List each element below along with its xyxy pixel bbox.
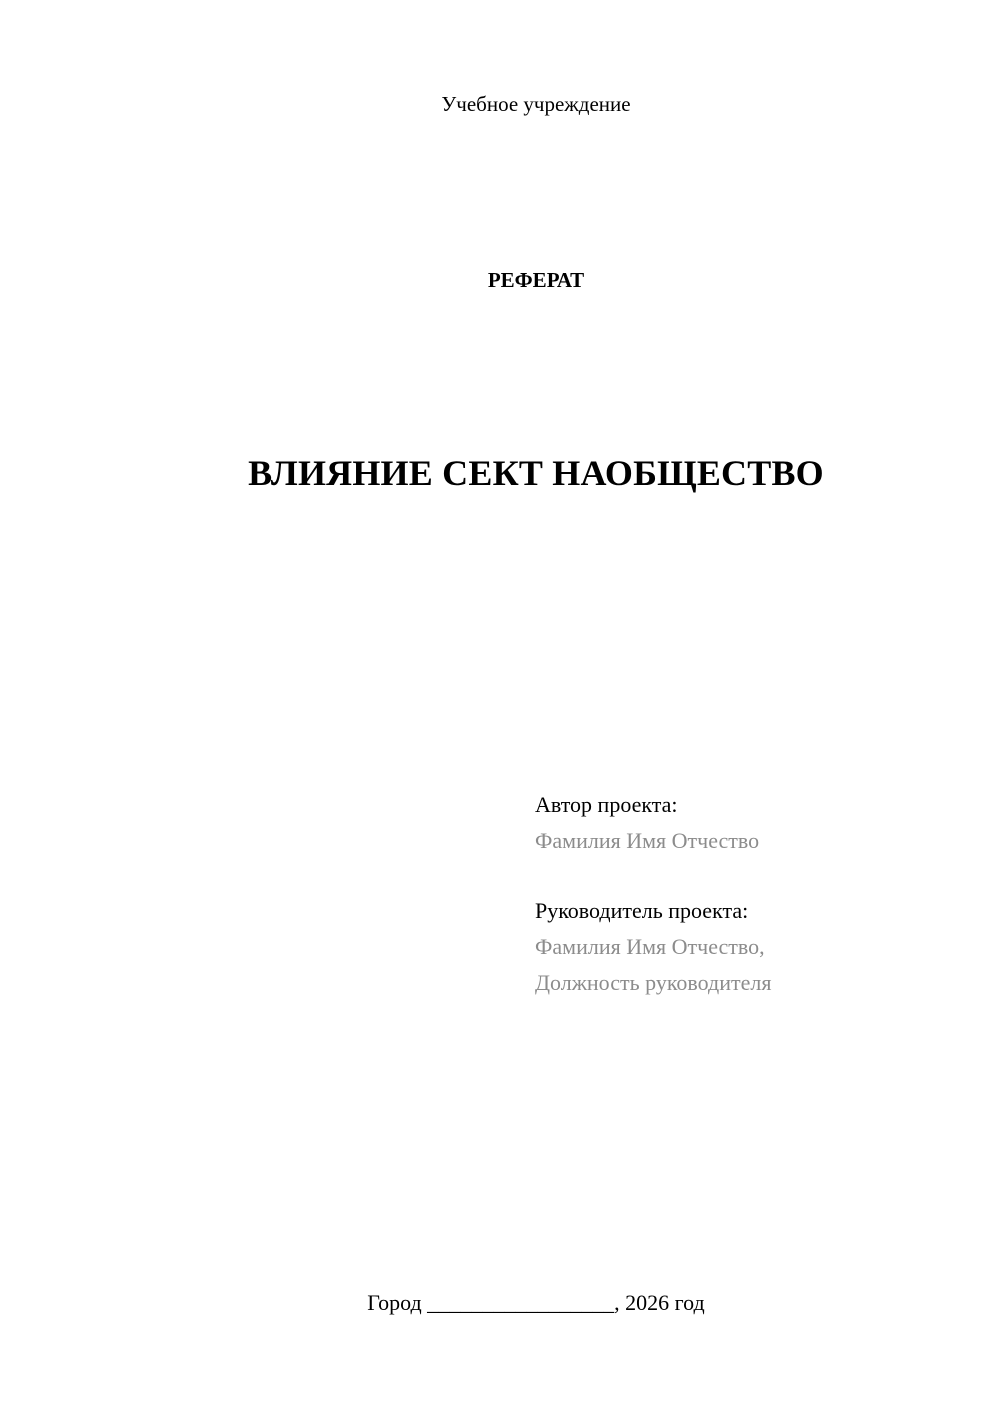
supervisor-label: Руководитель проекта: [535, 898, 749, 923]
supervisor-position: Должность руководителя [535, 970, 772, 995]
author-name: Фамилия Имя Отчество [535, 828, 760, 853]
document-type: РЕФЕРАТ [487, 268, 585, 292]
institution-name: Учебное учреждение [441, 92, 631, 116]
document-title: ВЛИЯНИЕ СЕКТ НАОБЩЕСТВО [248, 453, 824, 493]
credits-block [535, 787, 771, 1001]
author-label: Автор проекта: [535, 792, 678, 817]
city-year-line: Город _________________, 2026 год [367, 1290, 705, 1315]
spacer [535, 859, 771, 893]
supervisor-name: Фамилия Имя Отчество, [535, 934, 765, 959]
